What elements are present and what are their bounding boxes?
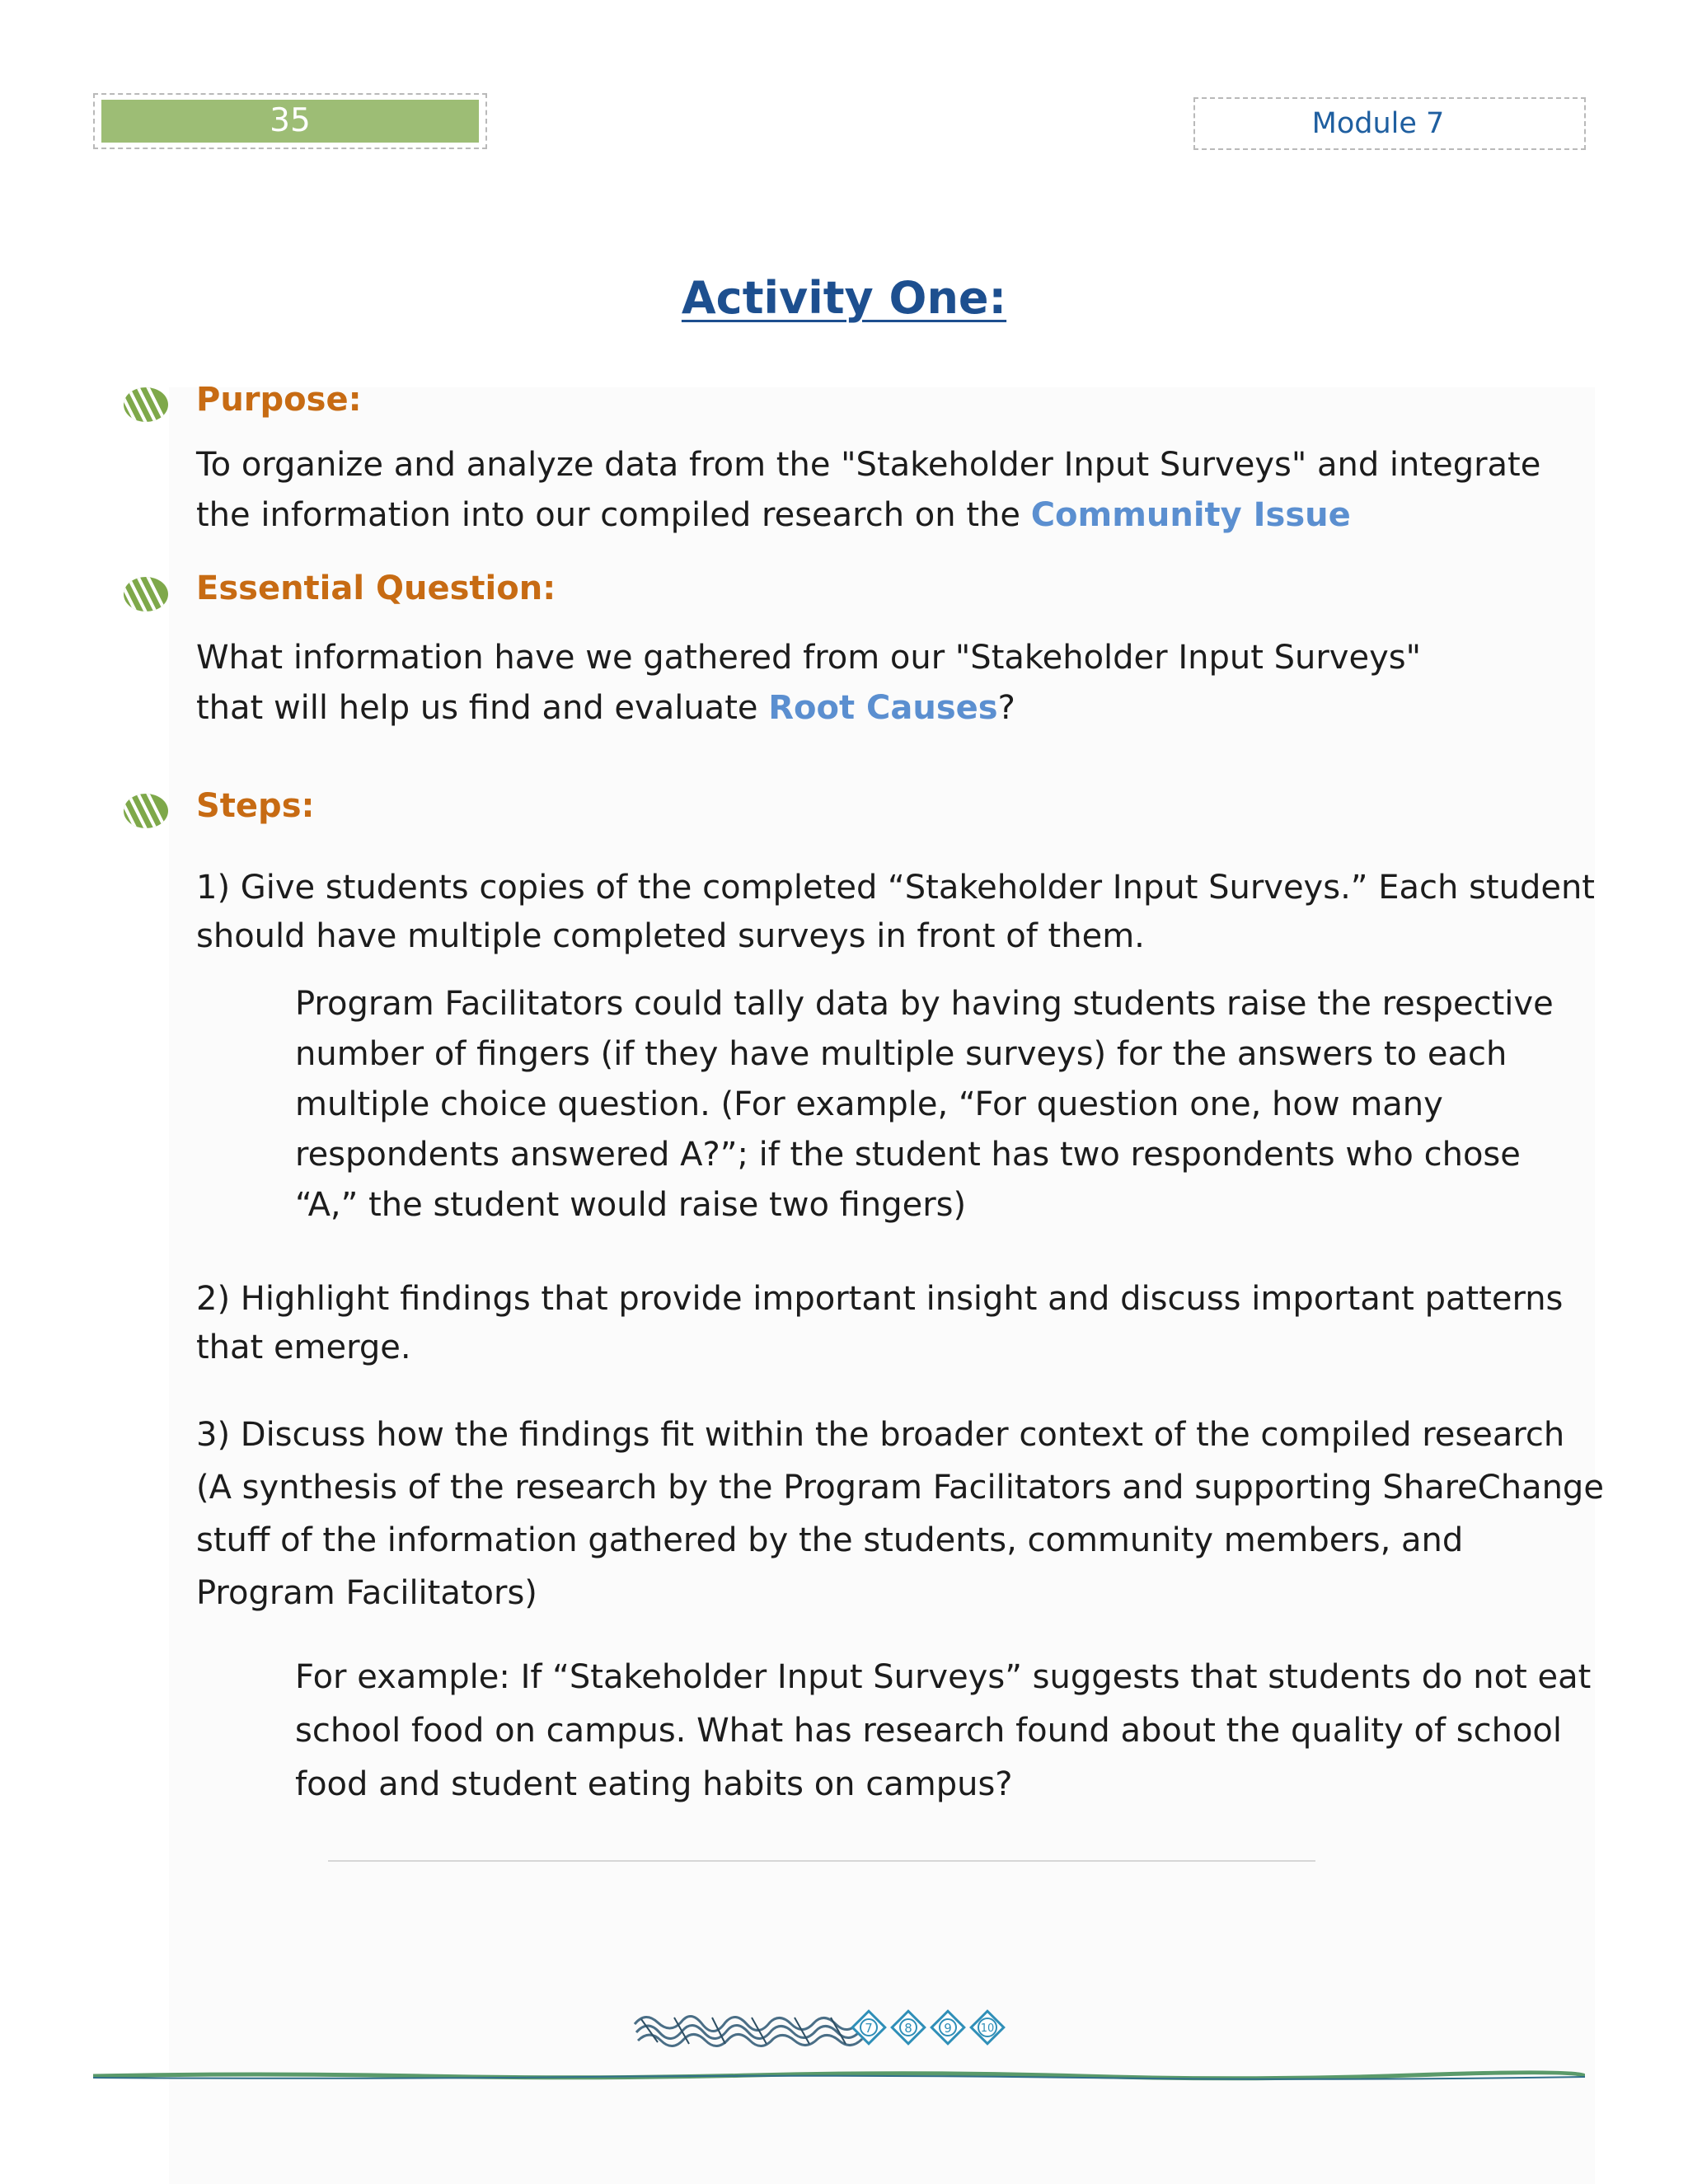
completed-modules-scribble-icon [635, 2016, 862, 2046]
step-3 [196, 1408, 1604, 1619]
module-9-label: 9 [944, 2021, 952, 2036]
step-1 [196, 864, 1595, 961]
module-7-marker [852, 2011, 885, 2044]
step-1-note-line: Program Facilitators could tally data by having students raise the respective [295, 985, 1554, 1023]
step-1-note-line: respondents answered A?”; if the student has two respondents who chose [295, 1136, 1521, 1174]
step-3-line: stuff of the information gathered by the students, community members, and [196, 1521, 1464, 1559]
module-label: Module 7 [1311, 107, 1445, 140]
step-1-note [295, 979, 1554, 1230]
striped-ball-bullet-icon [122, 791, 170, 831]
step-2 [196, 1275, 1563, 1372]
step-1-note-line: multiple choice question. (For example, “For question one, how many [295, 1085, 1443, 1123]
purpose-text [196, 440, 1540, 541]
step-3-note [295, 1651, 1591, 1811]
essential-line-2: that will help us find and evaluate [196, 689, 769, 727]
page-number: 35 [101, 100, 479, 143]
module-label-box [1193, 97, 1586, 150]
step-3-note-line: school food on campus. What has research found about the quality of school [295, 1712, 1563, 1750]
community-issue-highlight: Community Issue [1030, 496, 1351, 534]
grass-ground-line [93, 2070, 1585, 2082]
step-3-line: 3) Discuss how the findings fit within the broader context of the compiled research [196, 1416, 1565, 1454]
striped-ball-bullet-icon [122, 574, 170, 614]
purpose-heading: Purpose: [196, 381, 362, 419]
step-3-note-line: For example: If “Stakeholder Input Surveys” suggests that students do not eat [295, 1658, 1592, 1696]
essential-question-text [196, 633, 1421, 733]
module-7-label: 7 [865, 2021, 873, 2036]
essential-line-1: What information have we gathered from our "Stakeholder Input Surveys" [196, 639, 1421, 677]
module-8-label: 8 [904, 2021, 912, 2036]
step-3-line: (A synthesis of the research by the Program Facilitators and supporting ShareChange [196, 1469, 1604, 1507]
step-1-note-line: “A,” the student would raise two fingers) [295, 1186, 967, 1224]
purpose-line-1: To organize and analyze data from the "Stakeholder Input Surveys" and integrate [196, 446, 1541, 484]
step-1-note-line: number of fingers (if they have multiple surveys) for the answers to each [295, 1035, 1507, 1073]
module-10-label: 10 [980, 2022, 995, 2035]
step-2-line: 2) Highlight findings that provide important insight and discuss important patterns [196, 1280, 1564, 1318]
module-9-marker [931, 2011, 964, 2044]
essential-question-heading: Essential Question: [196, 569, 556, 607]
page-number-box [93, 93, 487, 149]
step-3-line: Program Facilitators) [196, 1574, 537, 1612]
divider [328, 1860, 1315, 1862]
purpose-line-2: the information into our compiled research on the [196, 496, 1031, 534]
striped-ball-bullet-icon [122, 385, 170, 424]
step-2-line: that emerge. [196, 1329, 411, 1366]
step-3-note-line: food and student eating habits on campus? [295, 1765, 1013, 1803]
module-8-marker [892, 2011, 925, 2044]
steps-heading: Steps: [196, 787, 315, 825]
step-1-line: should have multiple completed surveys in front of them. [196, 917, 1145, 955]
essential-line-2-end: ? [997, 689, 1015, 727]
module-progress-nav [633, 1994, 1037, 2060]
module-10-marker [971, 2011, 1004, 2044]
step-1-line: 1) Give students copies of the completed “Stakeholder Input Surveys.” Each student [196, 869, 1595, 907]
activity-title: Activity One: [681, 272, 1007, 324]
root-causes-highlight: Root Causes [768, 689, 998, 727]
